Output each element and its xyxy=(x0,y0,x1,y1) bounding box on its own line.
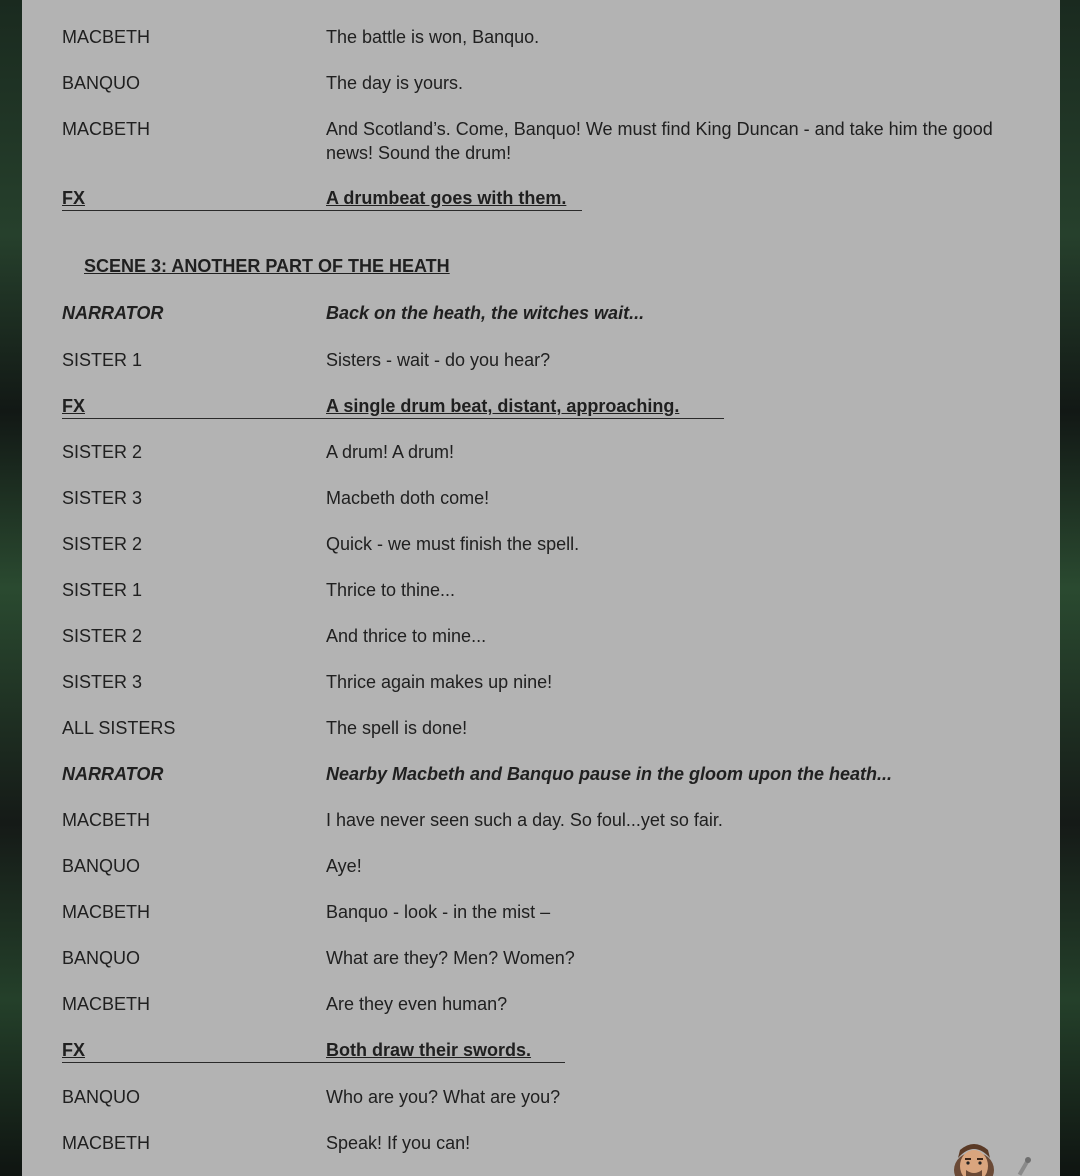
fx-text: A single drum beat, distant, approaching. xyxy=(326,396,680,416)
dialogue-text: Are they even human? xyxy=(326,994,508,1014)
dialogue-text: Quick - we must finish the spell. xyxy=(326,534,580,554)
narration-text: Back on the heath, the witches wait... xyxy=(326,303,645,323)
fx-text: A drumbeat goes with them. xyxy=(326,188,567,208)
dialogue-text: The day is yours. xyxy=(326,73,464,93)
speaker-name: ALL SISTERS xyxy=(62,718,176,738)
speaker-name: BANQUO xyxy=(62,948,141,968)
speaker-name: MACBETH xyxy=(62,810,151,830)
speaker-name: BANQUO xyxy=(62,856,141,876)
dialogue-text: Thrice to thine... xyxy=(326,580,456,600)
background-left-edge xyxy=(0,0,22,1176)
speaker-name: MACBETH xyxy=(62,902,151,922)
speaker-name: SISTER 3 xyxy=(62,488,143,508)
dialogue-text: The battle is won, Banquo. xyxy=(326,27,540,47)
speaker-name: BANQUO xyxy=(62,1087,141,1107)
dialogue-text: Sisters - wait - do you hear? xyxy=(326,350,551,370)
speaker-name: BANQUO xyxy=(62,73,141,93)
dialogue-text: The spell is done! xyxy=(326,718,468,738)
dialogue-text: And thrice to mine... xyxy=(326,626,487,646)
dialogue-text: Macbeth doth come! xyxy=(326,488,490,508)
dialogue-text: Aye! xyxy=(326,856,362,876)
speaker-name: FX xyxy=(62,1040,86,1060)
speaker-name: MACBETH xyxy=(62,994,151,1014)
dialogue-text: Speak! If you can! xyxy=(326,1133,471,1153)
narration-text: Nearby Macbeth and Banquo pause in the gloom upon the heath... xyxy=(326,764,893,784)
fx-text: Both draw their swords. xyxy=(326,1040,532,1060)
dialogue-text: Thrice again makes up nine! xyxy=(326,672,553,692)
speaker-name: SISTER 2 xyxy=(62,442,143,462)
scene-heading: SCENE 3: ANOTHER PART OF THE HEATH xyxy=(84,256,450,276)
speaker-name: FX xyxy=(62,396,86,416)
dialogue-text: Who are you? What are you? xyxy=(326,1087,561,1107)
speaker-name: NARRATOR xyxy=(62,303,164,323)
speaker-name: SISTER 1 xyxy=(62,350,143,370)
dialogue-text: And Scotland’s. Come, Banquo! We must find King Duncan - and take him the good news! Sound the drum! xyxy=(326,119,993,163)
bearded-character-icon xyxy=(948,1140,1038,1176)
dialogue-text: What are they? Men? Women? xyxy=(326,948,575,968)
fx-line xyxy=(62,186,582,211)
dialogue-text: I have never seen such a day. So foul...yet so fair. xyxy=(326,810,723,830)
speaker-name: FX xyxy=(62,188,86,208)
speaker-name: SISTER 2 xyxy=(62,626,143,646)
dialogue-text: Banquo - look - in the mist – xyxy=(326,902,551,922)
fx-line xyxy=(62,1038,565,1063)
speaker-name: SISTER 2 xyxy=(62,534,143,554)
speaker-name: MACBETH xyxy=(62,119,151,139)
speaker-name: MACBETH xyxy=(62,27,151,47)
fx-line xyxy=(62,394,724,419)
speaker-name: NARRATOR xyxy=(62,764,164,784)
speaker-name: SISTER 3 xyxy=(62,672,143,692)
dialogue-text: A drum! A drum! xyxy=(326,442,455,462)
background-right-edge xyxy=(1060,0,1080,1176)
speaker-name: MACBETH xyxy=(62,1133,151,1153)
speaker-name: SISTER 1 xyxy=(62,580,143,600)
